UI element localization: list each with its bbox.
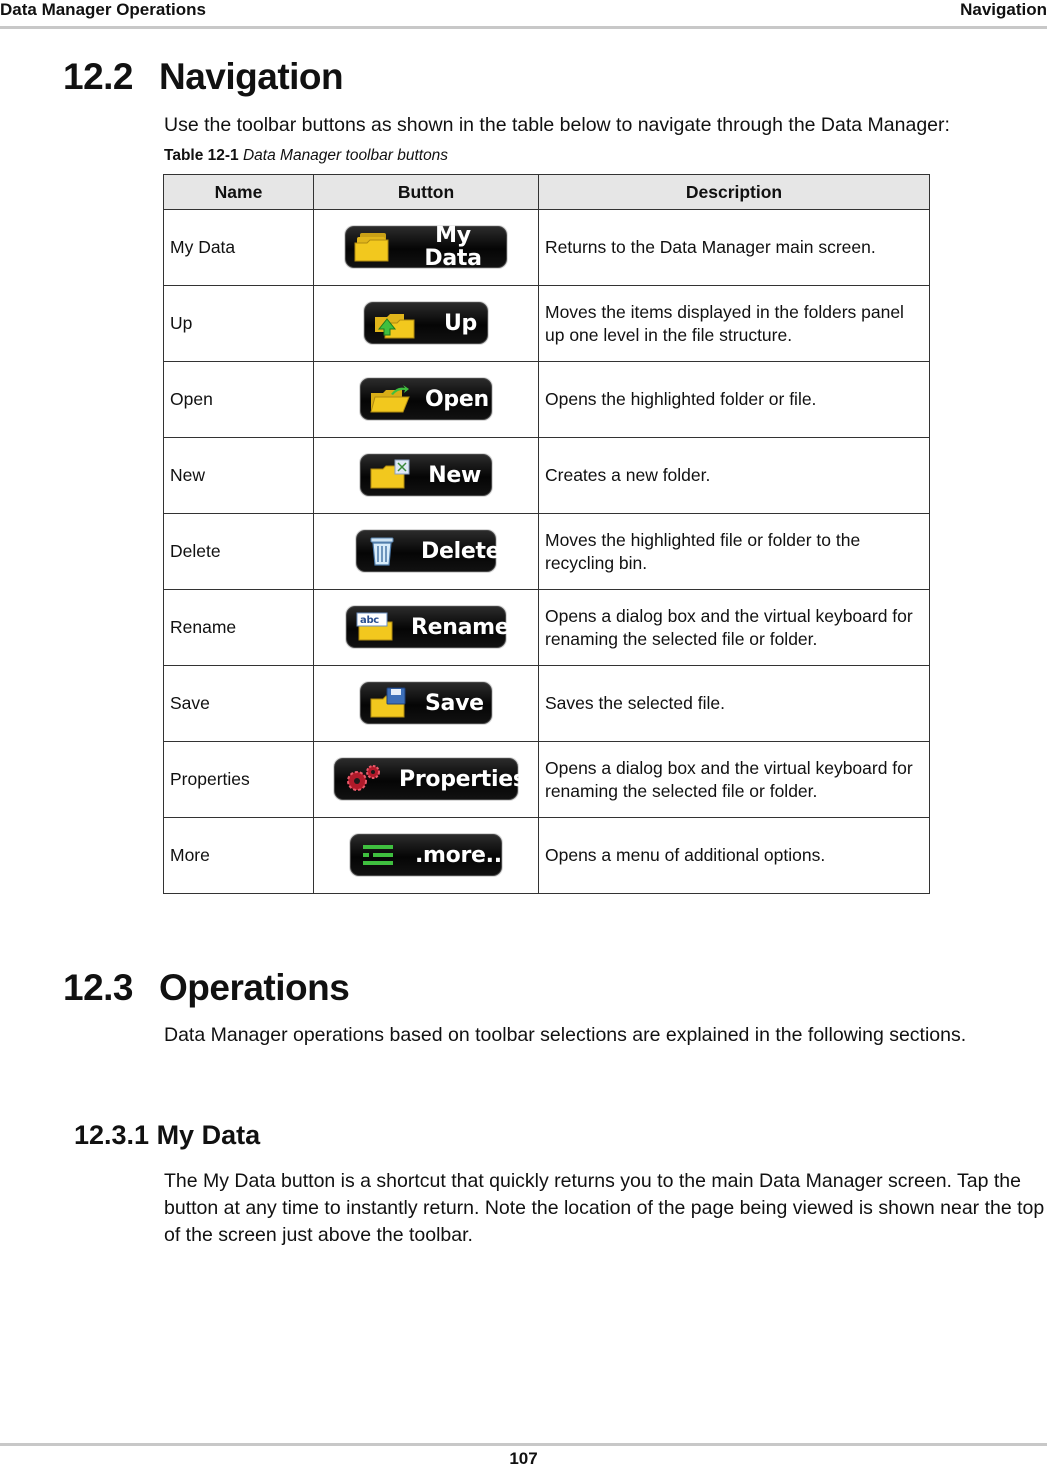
open-folder-icon [369, 383, 413, 415]
column-header-description: Description [539, 175, 930, 210]
row-description: Moves the items displayed in the folders panel up one level in the file structure. [539, 286, 930, 362]
button-label: Open [425, 386, 489, 412]
button-label: My Data [424, 223, 482, 271]
running-header [0, 0, 1047, 29]
folder-stack-icon [354, 231, 398, 263]
table-caption [164, 147, 448, 165]
navigation-intro: Use the toolbar buttons as shown in the table below to navigate through the Data Manager: [164, 114, 950, 136]
header-section-title: Navigation [960, 0, 1047, 19]
toolbar-buttons-table [163, 174, 930, 894]
table-row [164, 742, 930, 818]
header-chapter-title: Data Manager Operations [0, 0, 206, 19]
new-button[interactable] [360, 454, 492, 496]
row-name: Up [164, 286, 314, 362]
row-description: Opens a menu of additional options. [539, 818, 930, 894]
folder-up-arrow-icon [373, 307, 417, 339]
button-label: Delete [421, 538, 501, 564]
row-name: More [164, 818, 314, 894]
row-description: Creates a new folder. [539, 438, 930, 514]
button-label: Properties [399, 766, 526, 792]
trash-bin-icon [365, 535, 409, 567]
row-name: Delete [164, 514, 314, 590]
table-row [164, 286, 930, 362]
more-button[interactable] [350, 834, 510, 876]
table-row [164, 666, 930, 742]
row-name: Properties [164, 742, 314, 818]
table-row [164, 438, 930, 514]
row-description: Moves the highlighted file or folder to the recycling bin. [539, 514, 930, 590]
column-header-name: Name [164, 175, 314, 210]
table-row [164, 362, 930, 438]
row-name: Rename [164, 590, 314, 666]
table-caption-text: Data Manager toolbar buttons [242, 147, 449, 164]
section-title: Operations [159, 967, 350, 1008]
menu-lines-icon [359, 839, 403, 871]
row-description: Opens a dialog box and the virtual keyboard for renaming the selected file or folder. [539, 590, 930, 666]
button-label: Up [443, 310, 477, 336]
save-disk-icon [369, 687, 413, 719]
table-row [164, 818, 930, 894]
rename-button[interactable] [346, 606, 510, 648]
svg-text:abc: abc [360, 615, 379, 626]
properties-button[interactable] [334, 758, 526, 800]
my-data-body: The My Data button is a shortcut that quickly returns you to the main Data Manager screen. Tap the button at any time to instantly return. Note the location of the page being viewed is shown near the top of the screen just above the toolbar. [164, 1170, 1045, 1246]
up-button[interactable] [364, 302, 488, 344]
row-description: Returns to the Data Manager main screen. [539, 210, 930, 286]
subsection-heading-my-data: 12.3.1 My Data [74, 1120, 261, 1150]
row-name: My Data [164, 210, 314, 286]
row-description: Opens the highlighted folder or file. [539, 362, 930, 438]
section-heading-operations [63, 967, 349, 1009]
section-number: 12.2 [63, 56, 134, 97]
save-button[interactable] [360, 682, 492, 724]
rename-abc-icon [355, 611, 399, 643]
section-title: Navigation [159, 56, 344, 97]
row-name: New [164, 438, 314, 514]
button-label: New [428, 462, 481, 488]
section-heading-navigation [63, 56, 343, 98]
button-label: .more... [415, 842, 510, 868]
section-number: 12.3 [63, 967, 134, 1008]
row-description: Saves the selected file. [539, 666, 930, 742]
row-name: Save [164, 666, 314, 742]
table-header-row [164, 175, 930, 210]
row-description: Opens a dialog box and the virtual keyboard for renaming the selected file or folder. [539, 742, 930, 818]
page-number: 107 [509, 1449, 538, 1468]
operations-intro: Data Manager operations based on toolbar selections are explained in the following sections. [164, 1024, 967, 1046]
my-data-button[interactable] [345, 223, 507, 271]
table-caption-label: Table 12-1 [164, 147, 239, 164]
open-button[interactable] [360, 378, 492, 420]
running-footer [0, 1443, 1047, 1476]
table-row [164, 514, 930, 590]
column-header-button: Button [314, 175, 539, 210]
new-folder-icon [369, 459, 413, 491]
table-row [164, 590, 930, 666]
delete-button[interactable] [356, 530, 501, 572]
gears-icon [343, 763, 387, 795]
table-row [164, 210, 930, 286]
row-name: Open [164, 362, 314, 438]
button-label: Save [425, 690, 484, 716]
button-label: Rename [411, 614, 510, 640]
